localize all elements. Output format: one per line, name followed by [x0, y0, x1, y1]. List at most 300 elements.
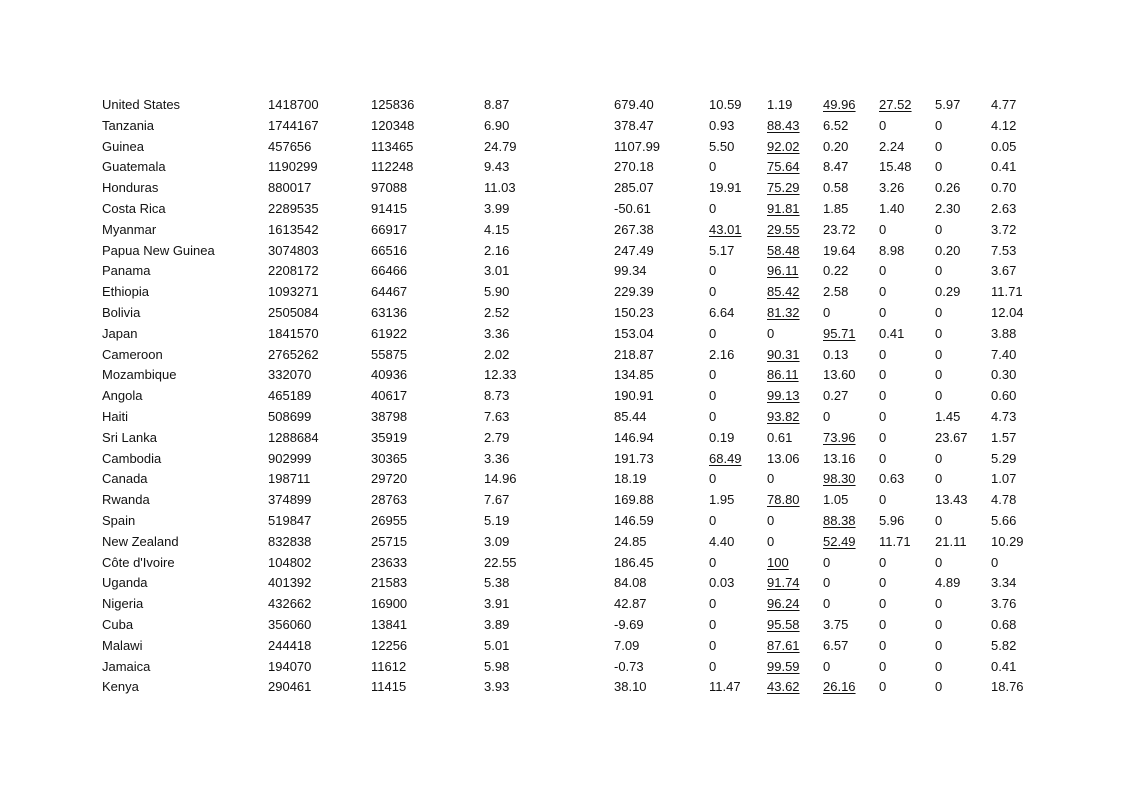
table-cell: 3.09: [484, 533, 510, 549]
table-row: [98, 241, 1035, 262]
country-name-cell: New Zealand: [102, 533, 179, 549]
table-cell: 27.52: [879, 97, 912, 112]
table-cell: 3.67: [991, 263, 1017, 279]
table-cell: 9.43: [484, 159, 510, 175]
table-cell: 58.48: [767, 242, 800, 258]
table-cell: 11.71: [991, 284, 1023, 300]
table-cell: 11.47: [709, 679, 741, 695]
table-cell: -0.73: [614, 658, 644, 674]
table-cell: 0.41: [879, 325, 905, 341]
table-cell: 28763: [371, 492, 408, 508]
table-cell: 0: [709, 637, 717, 653]
table-cell: 93.82: [767, 408, 800, 424]
table-cell: 25715: [371, 533, 408, 549]
table-cell: 0: [935, 512, 943, 528]
table-cell: 11612: [371, 658, 407, 674]
table-cell: 3.26: [879, 180, 905, 196]
table-row: [98, 137, 1035, 158]
table-cell: 3.72: [991, 221, 1017, 237]
table-cell: 0: [709, 263, 717, 279]
table-cell: 0: [935, 679, 943, 695]
table-cell: 0: [823, 554, 831, 570]
table-cell: 0: [935, 450, 943, 466]
table-cell: 112248: [371, 159, 414, 175]
table-cell: 191.73: [614, 450, 654, 466]
table-cell: 3074803: [268, 242, 319, 258]
table-cell: 96.11: [767, 263, 799, 279]
table-cell: 0: [935, 596, 943, 612]
table-row: [98, 677, 1035, 698]
table-cell: 4.15: [484, 221, 510, 237]
table-cell: 146.94: [614, 429, 654, 445]
table-row: [98, 157, 1035, 178]
table-row: [98, 324, 1035, 345]
country-name-cell: Guinea: [102, 138, 144, 154]
table-cell: 35919: [371, 429, 408, 445]
table-row: [98, 178, 1035, 199]
table-cell: 23633: [371, 554, 408, 570]
table-cell: 229.39: [614, 284, 654, 300]
table-cell: 519847: [268, 512, 312, 528]
table-row: [98, 490, 1035, 511]
table-cell: 0.63: [879, 471, 905, 487]
table-cell: 0: [879, 263, 887, 279]
table-cell: 679.40: [614, 97, 654, 112]
table-cell: -50.61: [614, 200, 651, 216]
table-cell: 169.88: [614, 492, 654, 508]
table-cell: 2.58: [823, 284, 849, 300]
table-row: [98, 199, 1035, 220]
table-cell: 0.30: [991, 367, 1017, 383]
table-cell: 4.40: [709, 533, 735, 549]
table-cell: 64467: [371, 284, 408, 300]
table-cell: 4.89: [935, 575, 961, 591]
table-cell: 6.90: [484, 117, 510, 133]
table-cell: 218.87: [614, 346, 654, 362]
table-cell: 3.88: [991, 325, 1017, 341]
country-name-cell: United States: [102, 97, 181, 112]
table-cell: 2.02: [484, 346, 510, 362]
country-name-cell: Guatemala: [102, 159, 166, 175]
table-cell: 0.68: [991, 616, 1017, 632]
table-cell: 1841570: [268, 325, 319, 341]
table-cell: 3.01: [484, 263, 510, 279]
table-cell: 0: [879, 616, 887, 632]
table-cell: 30365: [371, 450, 408, 466]
table-row: [98, 386, 1035, 407]
table-cell: 0: [879, 492, 887, 508]
country-name-cell: Malawi: [102, 637, 143, 653]
table-cell: 0.26: [935, 180, 961, 196]
table-cell: 508699: [268, 408, 312, 424]
table-cell: 832838: [268, 533, 312, 549]
table-cell: 7.67: [484, 492, 510, 508]
table-cell: 15.48: [879, 159, 912, 175]
table-cell: 100: [767, 554, 789, 570]
table-cell: 0: [709, 159, 717, 175]
table-cell: 2.24: [879, 138, 905, 154]
table-cell: 0: [879, 284, 887, 300]
table-cell: 2.30: [935, 200, 961, 216]
table-cell: 3.76: [991, 596, 1017, 612]
table-row: [98, 636, 1035, 657]
table-cell: 0: [935, 471, 943, 487]
table-cell: 1190299: [268, 159, 318, 175]
table-cell: 0: [879, 679, 887, 695]
table-cell: 88.43: [767, 117, 800, 133]
table-cell: 190.91: [614, 388, 654, 404]
table-cell: 11.71: [879, 533, 911, 549]
table-cell: 0.05: [991, 138, 1017, 154]
table-cell: 880017: [268, 180, 312, 196]
table-cell: 0: [935, 554, 943, 570]
table-cell: 0.58: [823, 180, 849, 196]
table-cell: 8.47: [823, 159, 849, 175]
table-cell: 23.67: [935, 429, 968, 445]
table-cell: 2.79: [484, 429, 510, 445]
table-cell: 0: [935, 388, 943, 404]
table-cell: 247.49: [614, 242, 654, 258]
table-cell: 21583: [371, 575, 408, 591]
table-cell: 1.05: [823, 492, 849, 508]
table-cell: 42.87: [614, 596, 647, 612]
table-cell: 244418: [268, 637, 312, 653]
table-cell: 0: [879, 429, 887, 445]
table-cell: 194070: [268, 658, 312, 674]
table-cell: 5.82: [991, 637, 1017, 653]
table-cell: 0: [879, 367, 887, 383]
table-cell: 13.16: [823, 450, 856, 466]
table-cell: 0: [879, 117, 887, 133]
table-cell: 113465: [371, 138, 414, 154]
table-cell: 99.59: [767, 658, 800, 674]
table-cell: 3.75: [823, 616, 849, 632]
table-cell: 186.45: [614, 554, 654, 570]
table-cell: 7.63: [484, 408, 510, 424]
table-cell: 2.63: [991, 200, 1017, 216]
table-cell: 0: [879, 388, 887, 404]
table-cell: 0.60: [991, 388, 1017, 404]
country-name-cell: Rwanda: [102, 492, 150, 508]
table-row: [98, 553, 1035, 574]
table-cell: 0: [879, 637, 887, 653]
table-cell: 1288684: [268, 429, 319, 445]
table-cell: 2289535: [268, 200, 319, 216]
table-cell: 73.96: [823, 429, 856, 445]
table-cell: 0: [709, 408, 717, 424]
table-cell: 0.22: [823, 263, 849, 279]
table-cell: 0: [709, 284, 717, 300]
table-cell: 86.11: [767, 367, 799, 383]
table-cell: 61922: [371, 325, 408, 341]
table-row: [98, 95, 1035, 116]
table-cell: 1.19: [767, 97, 793, 112]
table-cell: 14.96: [484, 471, 517, 487]
table-cell: 91415: [371, 200, 408, 216]
table-cell: 18.19: [614, 471, 647, 487]
table-row: [98, 449, 1035, 470]
table-cell: 85.42: [767, 284, 800, 300]
table-cell: 0: [709, 658, 717, 674]
table-cell: 0.20: [823, 138, 849, 154]
table-row: [98, 261, 1035, 282]
table-cell: 98.30: [823, 471, 856, 487]
table-cell: 4.12: [991, 117, 1017, 133]
table-cell: 0: [879, 658, 887, 674]
table-cell: 0: [935, 637, 943, 653]
table-cell: 0.29: [935, 284, 961, 300]
table-cell: 332070: [268, 367, 312, 383]
table-cell: 22.55: [484, 554, 517, 570]
table-cell: 3.91: [484, 596, 510, 612]
table-cell: 12.33: [484, 367, 517, 383]
table-cell: 125836: [371, 97, 415, 112]
table-body: [98, 95, 1035, 698]
table-cell: 99.13: [767, 388, 800, 404]
table-cell: 0.27: [823, 388, 849, 404]
table-cell: 134.85: [614, 367, 654, 383]
country-name-cell: Panama: [102, 263, 151, 279]
table-cell: 432662: [268, 596, 312, 612]
table-cell: 1.85: [823, 200, 849, 216]
table-cell: -9.69: [614, 616, 644, 632]
table-row: [98, 220, 1035, 241]
table-cell: 0: [767, 471, 775, 487]
table-cell: 0: [935, 367, 943, 383]
table-cell: 6.52: [823, 117, 849, 133]
table-cell: 24.85: [614, 533, 647, 549]
table-cell: 0: [935, 616, 943, 632]
table-cell: 19.91: [709, 180, 742, 196]
table-cell: 3.36: [484, 450, 510, 466]
table-cell: 5.29: [991, 450, 1017, 466]
table-row: [98, 511, 1035, 532]
table-cell: 0: [879, 346, 887, 362]
table-cell: 0: [935, 658, 943, 674]
country-name-cell: Haiti: [102, 408, 129, 424]
table-row: [98, 615, 1035, 636]
table-cell: 4.78: [991, 492, 1017, 508]
table-cell: 153.04: [614, 325, 654, 341]
table-cell: 0: [823, 408, 831, 424]
table-cell: 7.09: [614, 637, 640, 653]
table-cell: 0: [767, 512, 775, 528]
table-cell: 55875: [371, 346, 408, 362]
table-cell: 40617: [371, 388, 408, 404]
table-cell: 2208172: [268, 263, 319, 279]
table-cell: 23.72: [823, 221, 856, 237]
country-name-cell: Honduras: [102, 180, 159, 196]
table-cell: 0.13: [823, 346, 849, 362]
table-cell: 1613542: [268, 221, 319, 237]
table-cell: 11.03: [484, 180, 516, 196]
table-cell: 3.34: [991, 575, 1017, 591]
table-cell: 13.43: [935, 492, 968, 508]
table-cell: 29.55: [767, 221, 800, 237]
country-name-cell: Côte d'Ivoire: [102, 554, 175, 570]
table-cell: 16900: [371, 596, 408, 612]
table-row: [98, 282, 1035, 303]
table-cell: 63136: [371, 304, 408, 320]
table-cell: 29720: [371, 471, 408, 487]
country-name-cell: Uganda: [102, 575, 148, 591]
table-cell: 0.41: [991, 658, 1017, 674]
country-name-cell: Papua New Guinea: [102, 242, 215, 258]
table-cell: 21.11: [935, 533, 967, 549]
country-name-cell: Japan: [102, 325, 138, 341]
table-cell: 270.18: [614, 159, 654, 175]
table-cell: 1.57: [991, 429, 1017, 445]
table-cell: 902999: [268, 450, 312, 466]
table-cell: 96.24: [767, 596, 800, 612]
country-name-cell: Costa Rica: [102, 200, 166, 216]
country-name-cell: Myanmar: [102, 221, 157, 237]
table-cell: 8.98: [879, 242, 905, 258]
table-cell: 18.76: [991, 679, 1024, 695]
country-name-cell: Ethiopia: [102, 284, 149, 300]
table-cell: 285.07: [614, 180, 654, 196]
table-cell: 11415: [371, 679, 407, 695]
table-cell: 0.20: [935, 242, 961, 258]
country-name-cell: Bolivia: [102, 304, 141, 320]
table-cell: 26955: [371, 512, 408, 528]
country-name-cell: Spain: [102, 512, 136, 528]
table-cell: 2.16: [484, 242, 510, 258]
table-cell: 0: [879, 575, 887, 591]
table-cell: 0: [709, 388, 717, 404]
country-name-cell: Cameroon: [102, 346, 163, 362]
table-cell: 5.50: [709, 138, 735, 154]
table-cell: 12256: [371, 637, 408, 653]
table-cell: 43.62: [767, 679, 800, 695]
table-cell: 198711: [268, 471, 311, 487]
table-cell: 92.02: [767, 138, 800, 154]
table-cell: 66917: [371, 221, 408, 237]
table-cell: 90.31: [767, 346, 800, 362]
table-cell: 146.59: [614, 512, 654, 528]
table-cell: 97088: [371, 180, 408, 196]
table-cell: 19.64: [823, 242, 856, 258]
table-cell: 0: [991, 554, 999, 570]
table-cell: 0: [935, 304, 943, 320]
table-cell: 0: [823, 575, 831, 591]
country-data-table: [98, 95, 1035, 698]
table-cell: 1093271: [268, 284, 319, 300]
table-cell: 52.49: [823, 533, 856, 549]
table-cell: 1.07: [991, 471, 1017, 487]
table-cell: 104802: [268, 554, 312, 570]
table-cell: 1.95: [709, 492, 735, 508]
country-name-cell: Tanzania: [102, 117, 155, 133]
table-row: [98, 469, 1035, 490]
country-name-cell: Cambodia: [102, 450, 162, 466]
table-cell: 38798: [371, 408, 408, 424]
table-cell: 0.61: [767, 429, 793, 445]
table-cell: 43.01: [709, 221, 742, 237]
table-cell: 374899: [268, 492, 312, 508]
table-cell: 12.04: [991, 304, 1024, 320]
table-cell: 66516: [371, 242, 408, 258]
table-cell: 3.99: [484, 200, 510, 216]
table-cell: 2765262: [268, 346, 319, 362]
table-cell: 0: [709, 200, 717, 216]
table-cell: 1.40: [879, 200, 905, 216]
table-cell: 7.53: [991, 242, 1017, 258]
table-cell: 6.64: [709, 304, 735, 320]
table-cell: 7.40: [991, 346, 1017, 362]
table-cell: 0: [935, 263, 943, 279]
table-cell: 5.90: [484, 284, 510, 300]
table-cell: 378.47: [614, 117, 654, 133]
table-cell: 290461: [268, 679, 312, 695]
table-cell: 5.98: [484, 658, 510, 674]
country-name-cell: Canada: [102, 471, 148, 487]
table-cell: 4.73: [991, 408, 1017, 424]
country-name-cell: Jamaica: [102, 658, 151, 674]
table-cell: 66466: [371, 263, 408, 279]
table-cell: 0: [879, 554, 887, 570]
table-cell: 2.52: [484, 304, 510, 320]
table-cell: 0: [935, 346, 943, 362]
table-cell: 26.16: [823, 679, 856, 695]
table-cell: 0.70: [991, 180, 1017, 196]
table-cell: 0: [823, 304, 831, 320]
table-cell: 457656: [268, 138, 312, 154]
table-cell: 0: [709, 325, 717, 341]
table-row: [98, 116, 1035, 137]
table-cell: 0: [879, 596, 887, 612]
table-cell: 4.77: [991, 97, 1017, 112]
table-cell: 5.96: [879, 512, 905, 528]
table-cell: 0: [879, 221, 887, 237]
table-cell: 13.06: [767, 450, 800, 466]
table-cell: 5.19: [484, 512, 510, 528]
table-cell: 2.16: [709, 346, 735, 362]
table-cell: 0: [709, 554, 717, 570]
table-cell: 5.66: [991, 512, 1017, 528]
table-cell: 8.73: [484, 388, 510, 404]
table-cell: 81.32: [767, 304, 800, 320]
table-cell: 0.41: [991, 159, 1017, 175]
table-row: [98, 532, 1035, 553]
table-cell: 40936: [371, 367, 408, 383]
table-cell: 0.93: [709, 117, 735, 133]
table-cell: 78.80: [767, 492, 800, 508]
table-cell: 5.38: [484, 575, 510, 591]
table-cell: 91.81: [767, 200, 800, 216]
table-cell: 267.38: [614, 221, 654, 237]
table-cell: 10.29: [991, 533, 1024, 549]
table-cell: 87.61: [767, 637, 800, 653]
table-cell: 1.45: [935, 408, 961, 424]
table-cell: 84.08: [614, 575, 647, 591]
table-cell: 95.58: [767, 616, 800, 632]
table-cell: 0: [879, 450, 887, 466]
table-row: [98, 428, 1035, 449]
table-cell: 0: [879, 304, 887, 320]
table-cell: 0: [709, 616, 717, 632]
table-cell: 0: [935, 117, 943, 133]
table-row: [98, 573, 1035, 594]
table-cell: 1107.99: [614, 138, 661, 154]
table-cell: 0: [935, 138, 943, 154]
table-row: [98, 365, 1035, 386]
table-row: [98, 407, 1035, 428]
country-name-cell: Sri Lanka: [102, 429, 157, 445]
table-cell: 3.36: [484, 325, 510, 341]
table-cell: 0: [767, 533, 775, 549]
country-name-cell: Mozambique: [102, 367, 177, 383]
